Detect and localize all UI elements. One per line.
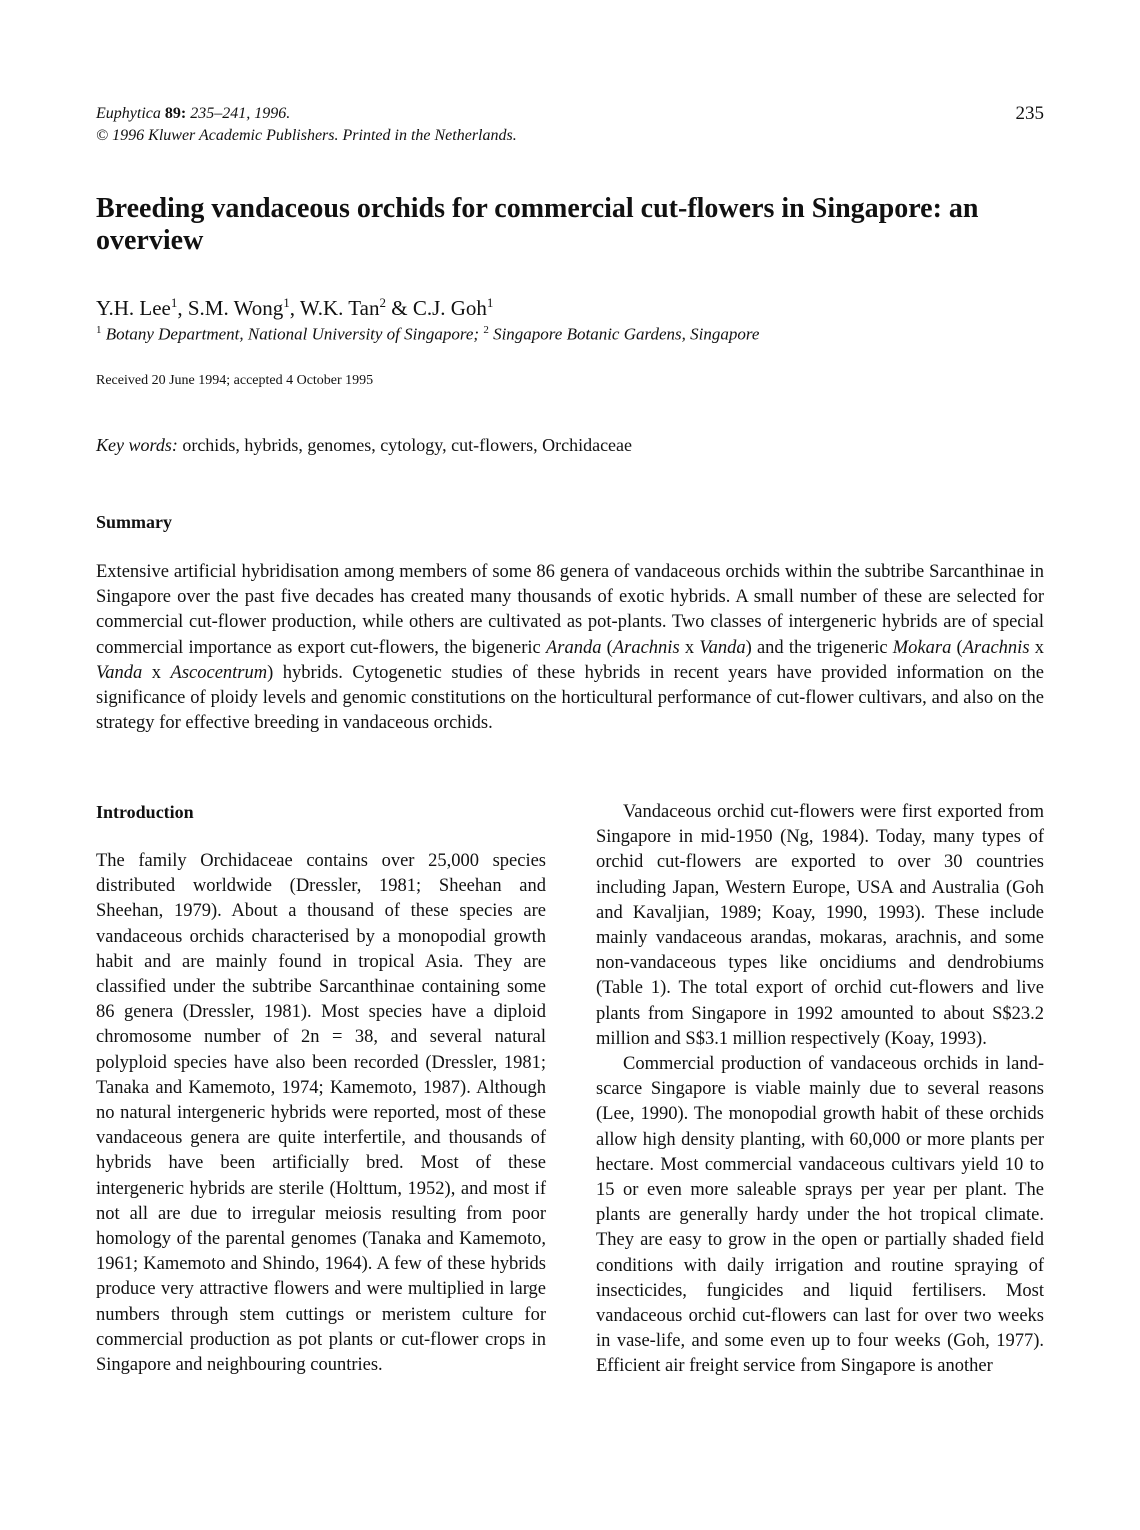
author-separator: & bbox=[385, 296, 413, 320]
summary-heading: Summary bbox=[96, 512, 172, 532]
author-list bbox=[96, 290, 493, 321]
genus-name: Vanda bbox=[96, 662, 143, 683]
affiliation-marker: 2 bbox=[483, 324, 489, 336]
author-name: W.K. Tan bbox=[299, 296, 380, 320]
author-affiliation-marker: 1 bbox=[283, 295, 290, 310]
affiliation-text: Singapore Botanic Gardens, Singapore bbox=[488, 324, 760, 344]
author-name: Y.H. Lee bbox=[96, 296, 171, 320]
keywords bbox=[96, 433, 632, 457]
journal-pages-year: 235–241, 1996. bbox=[186, 105, 291, 122]
introduction-paragraph: Commercial production of vandaceous orchids in land-scarce Singapore is viable mainly due to several reasons (Lee, 1990). The monopodial growth habit of these orchids allow high density planting, with 60,000 or more plants per hectare. Most commercial vandaceous cultivars yield 10 to 15 or even more saleable sprays per year per plant. The plants are generally hardy under the hot tropical climate. They are easy to grow in the open or partially shaded field conditions with daily irrigation and routine spraying of insecticides, fungicides and liquid fertilisers. Most vandaceous orchid cut-flowers can last for over two weeks in vase-life, and some even up to four weeks (Goh, 1977). Efficient air freight service from Singapore is another bbox=[596, 1054, 1044, 1377]
page-header bbox=[96, 103, 1044, 147]
author-name: C.J. Goh bbox=[412, 296, 487, 320]
affiliation-list bbox=[96, 318, 759, 347]
affiliation-text: Botany Department, National University of Singapore; bbox=[101, 324, 484, 344]
introduction-paragraph: Vandaceous orchid cut-flowers were first exported from Singapore in mid-1950 (Ng, 1984). Today, many types of orchid cut-flowers are exported to over 30 countries including Japan, Western Europe, USA and Australia (Goh and Kavaljian, 1989; Koay, 1990, 1993). These include mainly vandaceous arandas, mokaras, arachnis, and some non-vandaceous types like oncidiums and dendrobiums (Table 1). The total export of orchid cut-flowers and live plants from Singapore in 1992 amounted to about S$23.2 million and S$3.1 million respectively (Koay, 1993). bbox=[596, 802, 1044, 1049]
summary-text-part: ) and the trigeneric bbox=[745, 637, 893, 658]
summary-paragraph bbox=[96, 560, 1044, 736]
author-affiliation-marker: 1 bbox=[486, 295, 494, 310]
summary-text-part: x bbox=[1029, 637, 1044, 658]
journal-citation bbox=[96, 103, 1044, 125]
author-name: S.M. Wong bbox=[187, 296, 284, 320]
introduction-heading: Introduction bbox=[96, 802, 194, 822]
author-separator: , bbox=[177, 296, 188, 320]
left-column bbox=[96, 849, 546, 1378]
summary-text-part: ( bbox=[951, 637, 963, 658]
introduction-paragraph: The family Orchidaceae contains over 25,000 species distributed worldwide (Dressler, 1981; Sheehan and Sheehan, 1979). About a thousand of these species are vandaceous orchids characterised by a monopodial growth habit and are mainly found in tropical Asia. They are classified under the subtribe Sarcanthinae containing some 86 genera (Dressler, 1981). Most species have a diploid chromosome number of 2n = 38, and several natural polyploid species have also been recorded (Dressler, 1981; Tanaka and Kamemoto, 1974; Kamemoto, 1987). Although no natural intergeneric hybrids were reported, most of these vandaceous genera are quite interfertile, and thousands of hybrids have been artificially bred. Most of these intergeneric hybrids are sterile (Holttum, 1952), and most if not all are due to irregular meiosis resulting from poor homology of the parental genomes (Tanaka and Kamemoto, 1961; Kamemoto and Shindo, 1964). A few of these hybrids produce very attractive flowers and were multiplied in large numbers through stem cuttings or meristem culture for commercial production as pot plants or cut-flower crops in Singapore and neighbouring countries. bbox=[96, 851, 546, 1376]
genus-name: Ascocentrum bbox=[170, 662, 268, 683]
copyright-notice: © 1996 Kluwer Academic Publishers. Printed in the Netherlands. bbox=[96, 127, 517, 144]
author-affiliation-marker: 1 bbox=[170, 295, 178, 310]
genus-name: Arachnis bbox=[612, 637, 680, 658]
author-separator: , bbox=[289, 296, 300, 320]
genus-name: Aranda bbox=[545, 637, 602, 658]
summary-text-part: x bbox=[679, 637, 700, 658]
journal-volume: 89: bbox=[164, 105, 187, 122]
genus-name: Mokara bbox=[892, 637, 952, 658]
page-number: 235 bbox=[1015, 103, 1044, 124]
genus-name: Vanda bbox=[699, 637, 746, 658]
summary-text-part: ) hybrids. Cytogenetic studies of these hybrids in recent years have provided information on the significance of ploidy levels and genomic constitutions on the horticultural performance of cut-flower cultivars, and also on the strategy for effective breeding in vandaceous orchids. bbox=[96, 662, 1044, 734]
article-title: Breeding vandaceous orchids for commercial cut-flowers in Singapore: an overview bbox=[96, 193, 979, 256]
keywords-text: orchids, hybrids, genomes, cytology, cut-flowers, Orchidaceae bbox=[177, 435, 633, 455]
summary-text-part: Extensive artificial hybridisation among members of some 86 genera of vandaceous orchids within the subtribe Sarcanthinae in Singapore over the past five decades has created many thousands of exotic hybrids. A small number of these are selected for commercial cut-flower production, while others are cultivated as pot-plants. Two classes of intergeneric hybrids are of special commercial importance as export cut-flowers, the bigeneric bbox=[96, 562, 1044, 658]
summary-text-part: ( bbox=[601, 637, 613, 658]
right-column bbox=[596, 800, 1044, 1380]
journal-name: Euphytica bbox=[96, 105, 161, 122]
summary-text-part: x bbox=[142, 662, 171, 683]
affiliation-marker: 1 bbox=[96, 324, 102, 336]
received-dates: Received 20 June 1994; accepted 4 October 1995 bbox=[96, 373, 374, 388]
keywords-label: Key words: bbox=[96, 435, 178, 455]
author-affiliation-marker: 2 bbox=[379, 295, 386, 310]
genus-name: Arachnis bbox=[962, 637, 1030, 658]
